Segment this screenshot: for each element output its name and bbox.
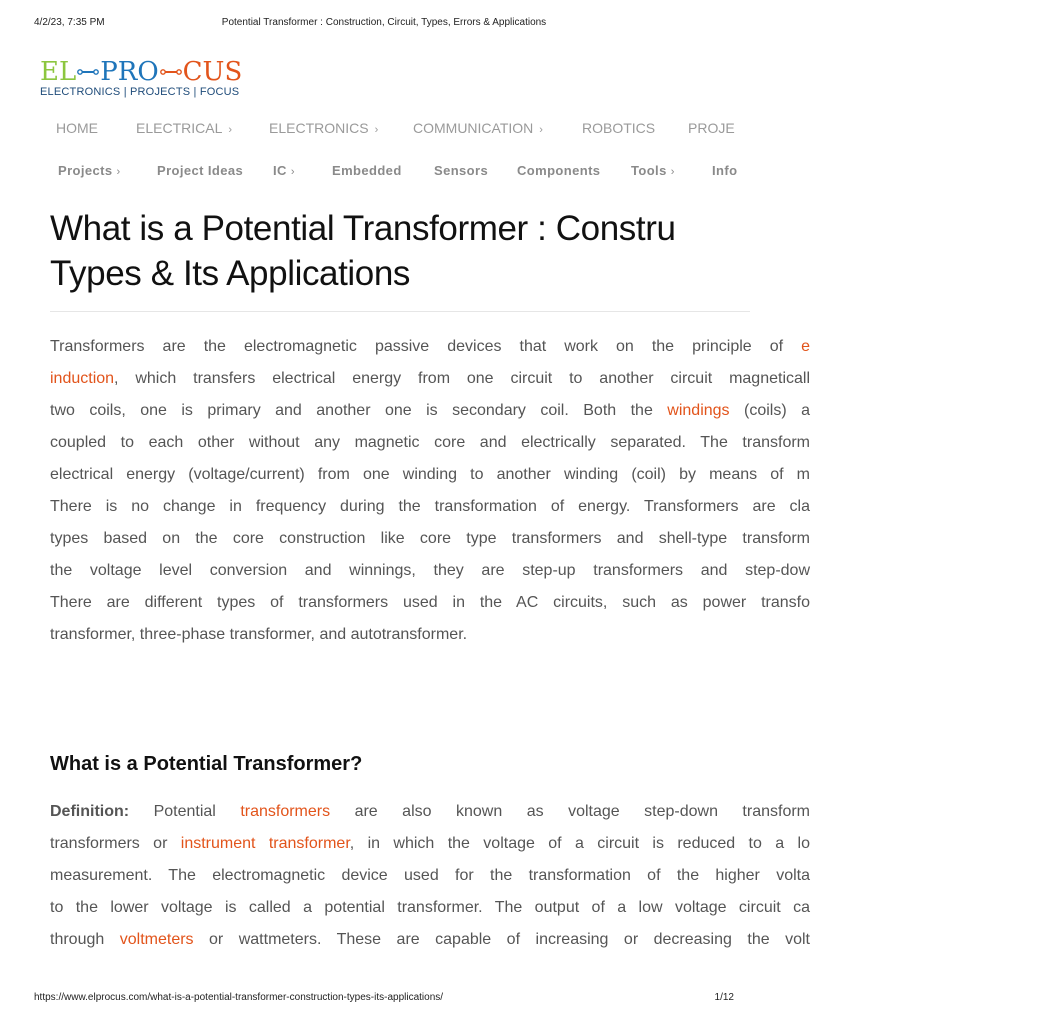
logo-wordmark [40,58,242,86]
text-run: the voltage level conversion and winnings, they are step-up transformers and step-dow [50,562,810,579]
print-page-number: 1/12 [714,992,734,1003]
definition-paragraph [50,796,810,956]
subnav-item-ic[interactable]: IC › [273,163,295,178]
text-run: to the lower voltage is called a potential transformer. The output of a low voltage circuit ca [50,899,810,916]
print-page-title: Potential Transformer : Construction, Circuit, Types, Errors & Applications [221,17,547,28]
paragraph-line [50,587,810,619]
logo-cus-text: CUS [182,57,243,87]
text-run: measurement. The electromagnetic device used for the transformation of the higher volta [50,867,810,884]
text-run: Transformers are the electromagnetic passive devices that work on the principle of [50,338,802,355]
article-title-line: Types & Its Applications [50,254,411,293]
text-run: transformer, three-phase transformer, and autotransformer. [50,626,468,643]
text-run: There are different types of transformers used in the AC circuits, such as power transfo [50,594,810,611]
paragraph-line [50,427,810,459]
paragraph-line [50,459,810,491]
paragraph-line [50,491,810,523]
text-run: through [50,931,120,948]
text-run: coupled to each other without any magnetic core and electrically separated. The transform [50,434,810,451]
paragraph-line [50,892,810,924]
text-run: (coils) a [729,402,811,419]
print-url: https://www.elprocus.com/what-is-a-potential-transformer-construction-types-its-applications/ [34,992,444,1003]
text-run: , which transfers electrical energy from one circuit to another circuit magneticall [114,370,810,387]
paragraph-line [50,395,810,427]
subnav-item-projects[interactable]: Projects › [58,163,121,178]
text-run: are also known as voltage step-down transform [330,803,811,820]
nav-item-projects[interactable]: PROJE [688,120,735,136]
paragraph-line [50,555,810,587]
inline-link[interactable]: voltmeters [119,931,194,948]
nav-item-home[interactable]: HOME [56,120,98,136]
intro-paragraph [50,331,810,651]
article-title-line: What is a Potential Transformer : Constru [50,209,676,248]
chevron-right-icon: › [228,124,233,136]
title-divider [50,311,750,312]
section-heading: What is a Potential Transformer? [50,753,363,775]
text-run: or wattmeters. These are capable of increasing or decreasing the volt [193,931,810,948]
subnav-item-project-ideas[interactable]: Project Ideas [157,163,244,178]
logo-connector-icon [160,69,182,75]
nav-item-communication[interactable]: COMMUNICATION › [413,120,543,136]
definition-label: Definition: [50,803,130,820]
paragraph-line [50,523,810,555]
text-run: Potential [129,803,241,820]
paragraph-line [50,796,810,828]
logo-tagline: ELECTRONICS | PROJECTS | FOCUS [40,86,240,98]
text-run: transformers or [50,835,181,852]
inline-link[interactable]: induction [50,370,115,387]
paragraph-line [50,924,810,956]
paragraph-line [50,331,810,363]
inline-link[interactable]: windings [667,402,730,419]
inline-link[interactable]: e [801,338,810,355]
logo-pro-text: PRO [100,57,159,87]
subnav-item-sensors[interactable]: Sensors [434,163,489,178]
chevron-right-icon: › [670,166,675,178]
text-run: There is no change in frequency during the transformation of energy. Transformers are cla [50,498,810,515]
chevron-right-icon: › [374,124,379,136]
subnav-item-tools[interactable]: Tools › [631,163,675,178]
text-run: types based on the core construction like core type transformers and shell-type transform [50,530,810,547]
text-run: electrical energy (voltage/current) from one winding to another winding (coil) by means of m [50,466,810,483]
paragraph-line [50,363,810,395]
subnav-item-components[interactable]: Components [517,163,601,178]
logo-el-text: EL [40,57,77,87]
subnav-item-info[interactable]: Info [712,163,738,178]
paragraph-line [50,619,810,651]
chevron-right-icon: › [116,166,121,178]
nav-item-robotics[interactable]: ROBOTICS [582,120,656,136]
paragraph-line [50,828,810,860]
chevron-right-icon: › [539,124,543,136]
subnav-item-embedded[interactable]: Embedded [332,163,402,178]
inline-link[interactable]: instrument transformer [180,835,350,852]
logo-connector-icon [77,69,99,75]
article-title [50,206,1050,296]
text-run: , in which the voltage of a circuit is reduced to a lo [349,835,810,852]
nav-item-electrical[interactable]: ELECTRICAL › [136,120,233,136]
print-datetime: 4/2/23, 7:35 PM [34,17,105,28]
site-logo[interactable] [40,58,242,98]
paragraph-line [50,860,810,892]
inline-link[interactable]: transformers [240,803,331,820]
text-run: two coils, one is primary and another one is secondary coil. Both the [50,402,668,419]
chevron-right-icon: › [290,166,295,178]
nav-item-electronics[interactable]: ELECTRONICS › [269,120,379,136]
